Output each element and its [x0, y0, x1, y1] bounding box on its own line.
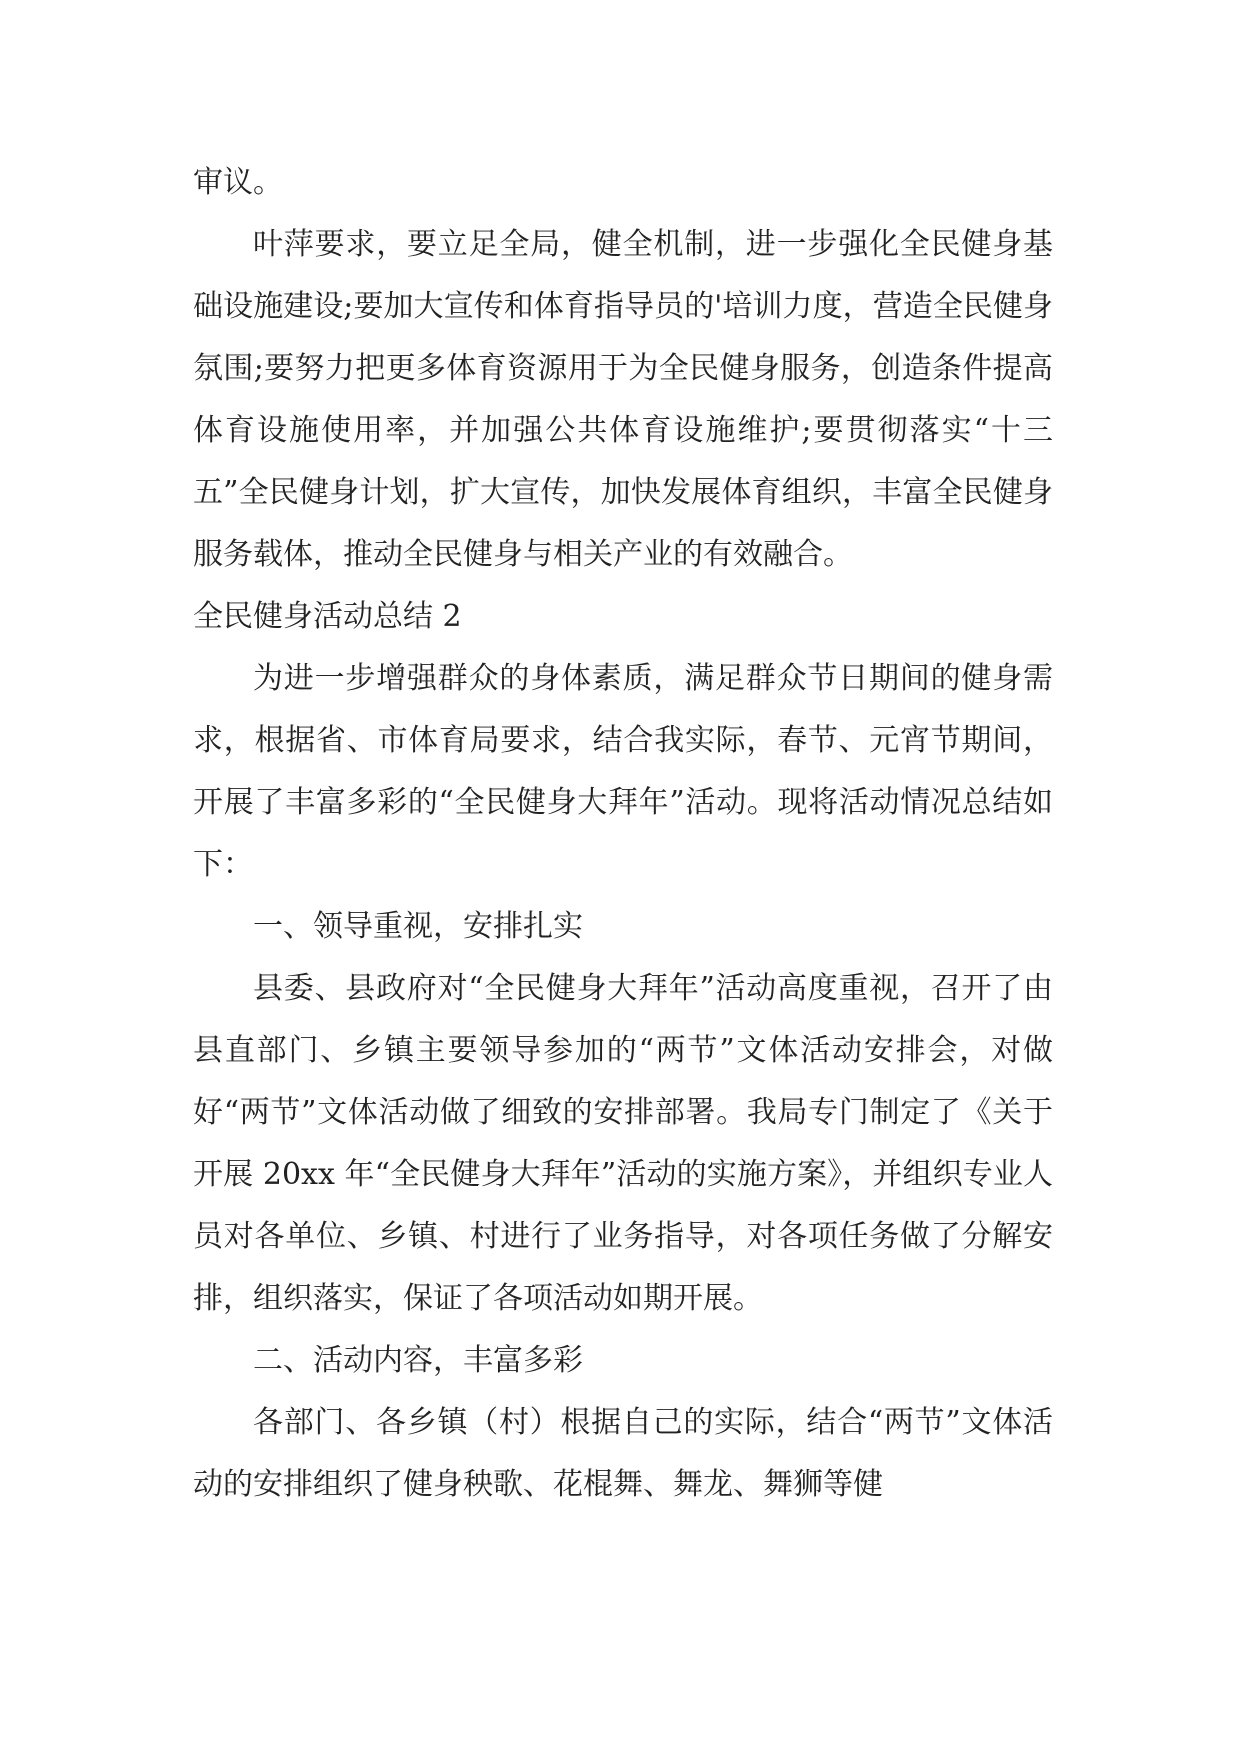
paragraph-continuation: 审议。	[193, 165, 283, 200]
paragraph-requirements: 叶萍要求，要立足全局，健全机制，进一步强化全民健身基础设施建设;要加大宣传和体育指导员的'培训力度，营造全民健身氛围;要努力把更多体育资源用于为全民健身服务，创造条件提高体育设施使用率，并加强公共体育设施维护;要贯彻落实“十三五”全民健身计划，扩大宣传，加快发展体育组织，丰富全民健身服务载体，推动全民健身与相关产业的有效融合。	[193, 227, 1053, 572]
section-title: 全民健身活动总结 2	[193, 599, 462, 634]
subheading-leadership: 一、领导重视，安排扎实	[253, 909, 583, 944]
paragraph-intro: 为进一步增强群众的身体素质，满足群众节日期间的健身需求，根据省、市体育局要求，结合我实际，春节、元宵节期间，开展了丰富多彩的“全民健身大拜年”活动。现将活动情况总结如下：	[193, 661, 1053, 882]
document-body	[193, 152, 1053, 1516]
paragraph-activities: 各部门、各乡镇（村）根据自己的实际，结合“两节”文体活动的安排组织了健身秧歌、花棍舞、舞龙、舞狮等健	[193, 1405, 1053, 1502]
paragraph-leadership: 县委、县政府对“全民健身大拜年”活动高度重视，召开了由县直部门、乡镇主要领导参加的“两节”文体活动安排会，对做好“两节”文体活动做了细致的安排部署。我局专门制定了《关于开展 20xx 年“全民健身大拜年”活动的实施方案》，并组织专业人员对各单位、乡镇、村进行了业务指导，对各项任务做了分解安排，组织落实，保证了各项活动如期开展。	[193, 971, 1053, 1316]
subheading-activities: 二、活动内容，丰富多彩	[253, 1343, 583, 1378]
